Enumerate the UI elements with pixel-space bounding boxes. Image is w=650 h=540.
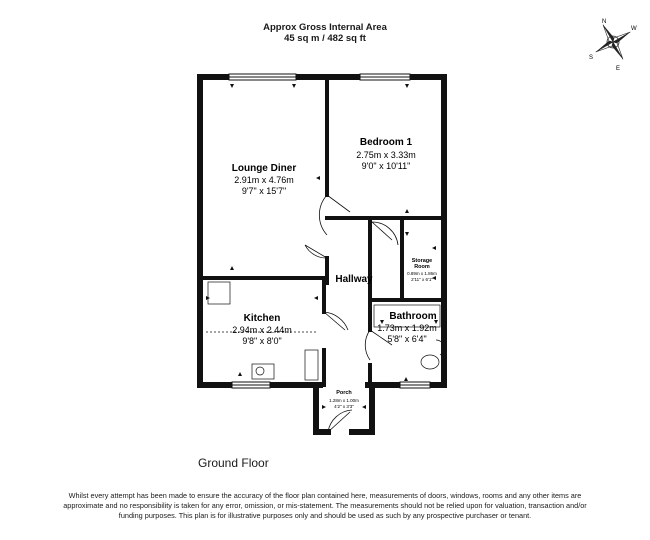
bathroom-name: Bathroom — [389, 311, 437, 322]
storage-name-2: Room — [414, 264, 430, 270]
floor-label: Ground Floor — [198, 456, 269, 470]
porch-name: Porch — [336, 390, 352, 396]
porch-imperial: 4'2" x 3'3" — [334, 404, 354, 409]
storage-metric: 0.89m x 1.86m — [407, 271, 437, 276]
lounge-name: Lounge Diner — [231, 163, 297, 174]
compass-s: S — [589, 55, 594, 61]
bathroom-metric: 1.73m x 1.92m — [377, 323, 437, 333]
bathroom-imperial: 5'8" x 6'4" — [387, 334, 427, 344]
compass-w: W — [631, 26, 637, 32]
porch-metric: 1.28m x 1.00m — [329, 398, 359, 403]
storage-name-1: Storage — [411, 258, 433, 264]
hallway-name: Hallway — [335, 274, 373, 285]
compass-e: E — [616, 66, 621, 72]
bedroom-name: Bedroom 1 — [359, 137, 413, 148]
bedroom-imperial: 9'0" x 10'11" — [361, 161, 411, 171]
disclaimer-text: Whilst every attempt has been made to ensure the accuracy of the floor plan contained here, measurements of doors, windows, rooms and any other items are approximate and no responsibility is taken for any error, omission, or mis-statement. The measurements should not be relied upon for valuation, transaction and/or funding purposes. This plan is for illustrative purposes only and should be used as such by any prospective purchaser or tenant. — [63, 491, 587, 520]
bedroom-metric: 2.75m x 3.33m — [356, 150, 416, 160]
storage-imperial: 2'11" x 6'1" — [411, 277, 433, 282]
kitchen-metric: 2.94m x 2.44m — [232, 325, 292, 335]
kitchen-imperial: 9'8" x 8'0" — [242, 336, 282, 346]
area-title: Approx Gross Internal Area — [263, 22, 387, 33]
compass-n: N — [602, 19, 607, 25]
lounge-imperial: 9'7" x 15'7" — [241, 186, 287, 196]
area-value: 45 sq m / 482 sq ft — [284, 33, 366, 44]
lounge-metric: 2.91m x 4.76m — [234, 175, 294, 185]
kitchen-name: Kitchen — [243, 313, 281, 324]
